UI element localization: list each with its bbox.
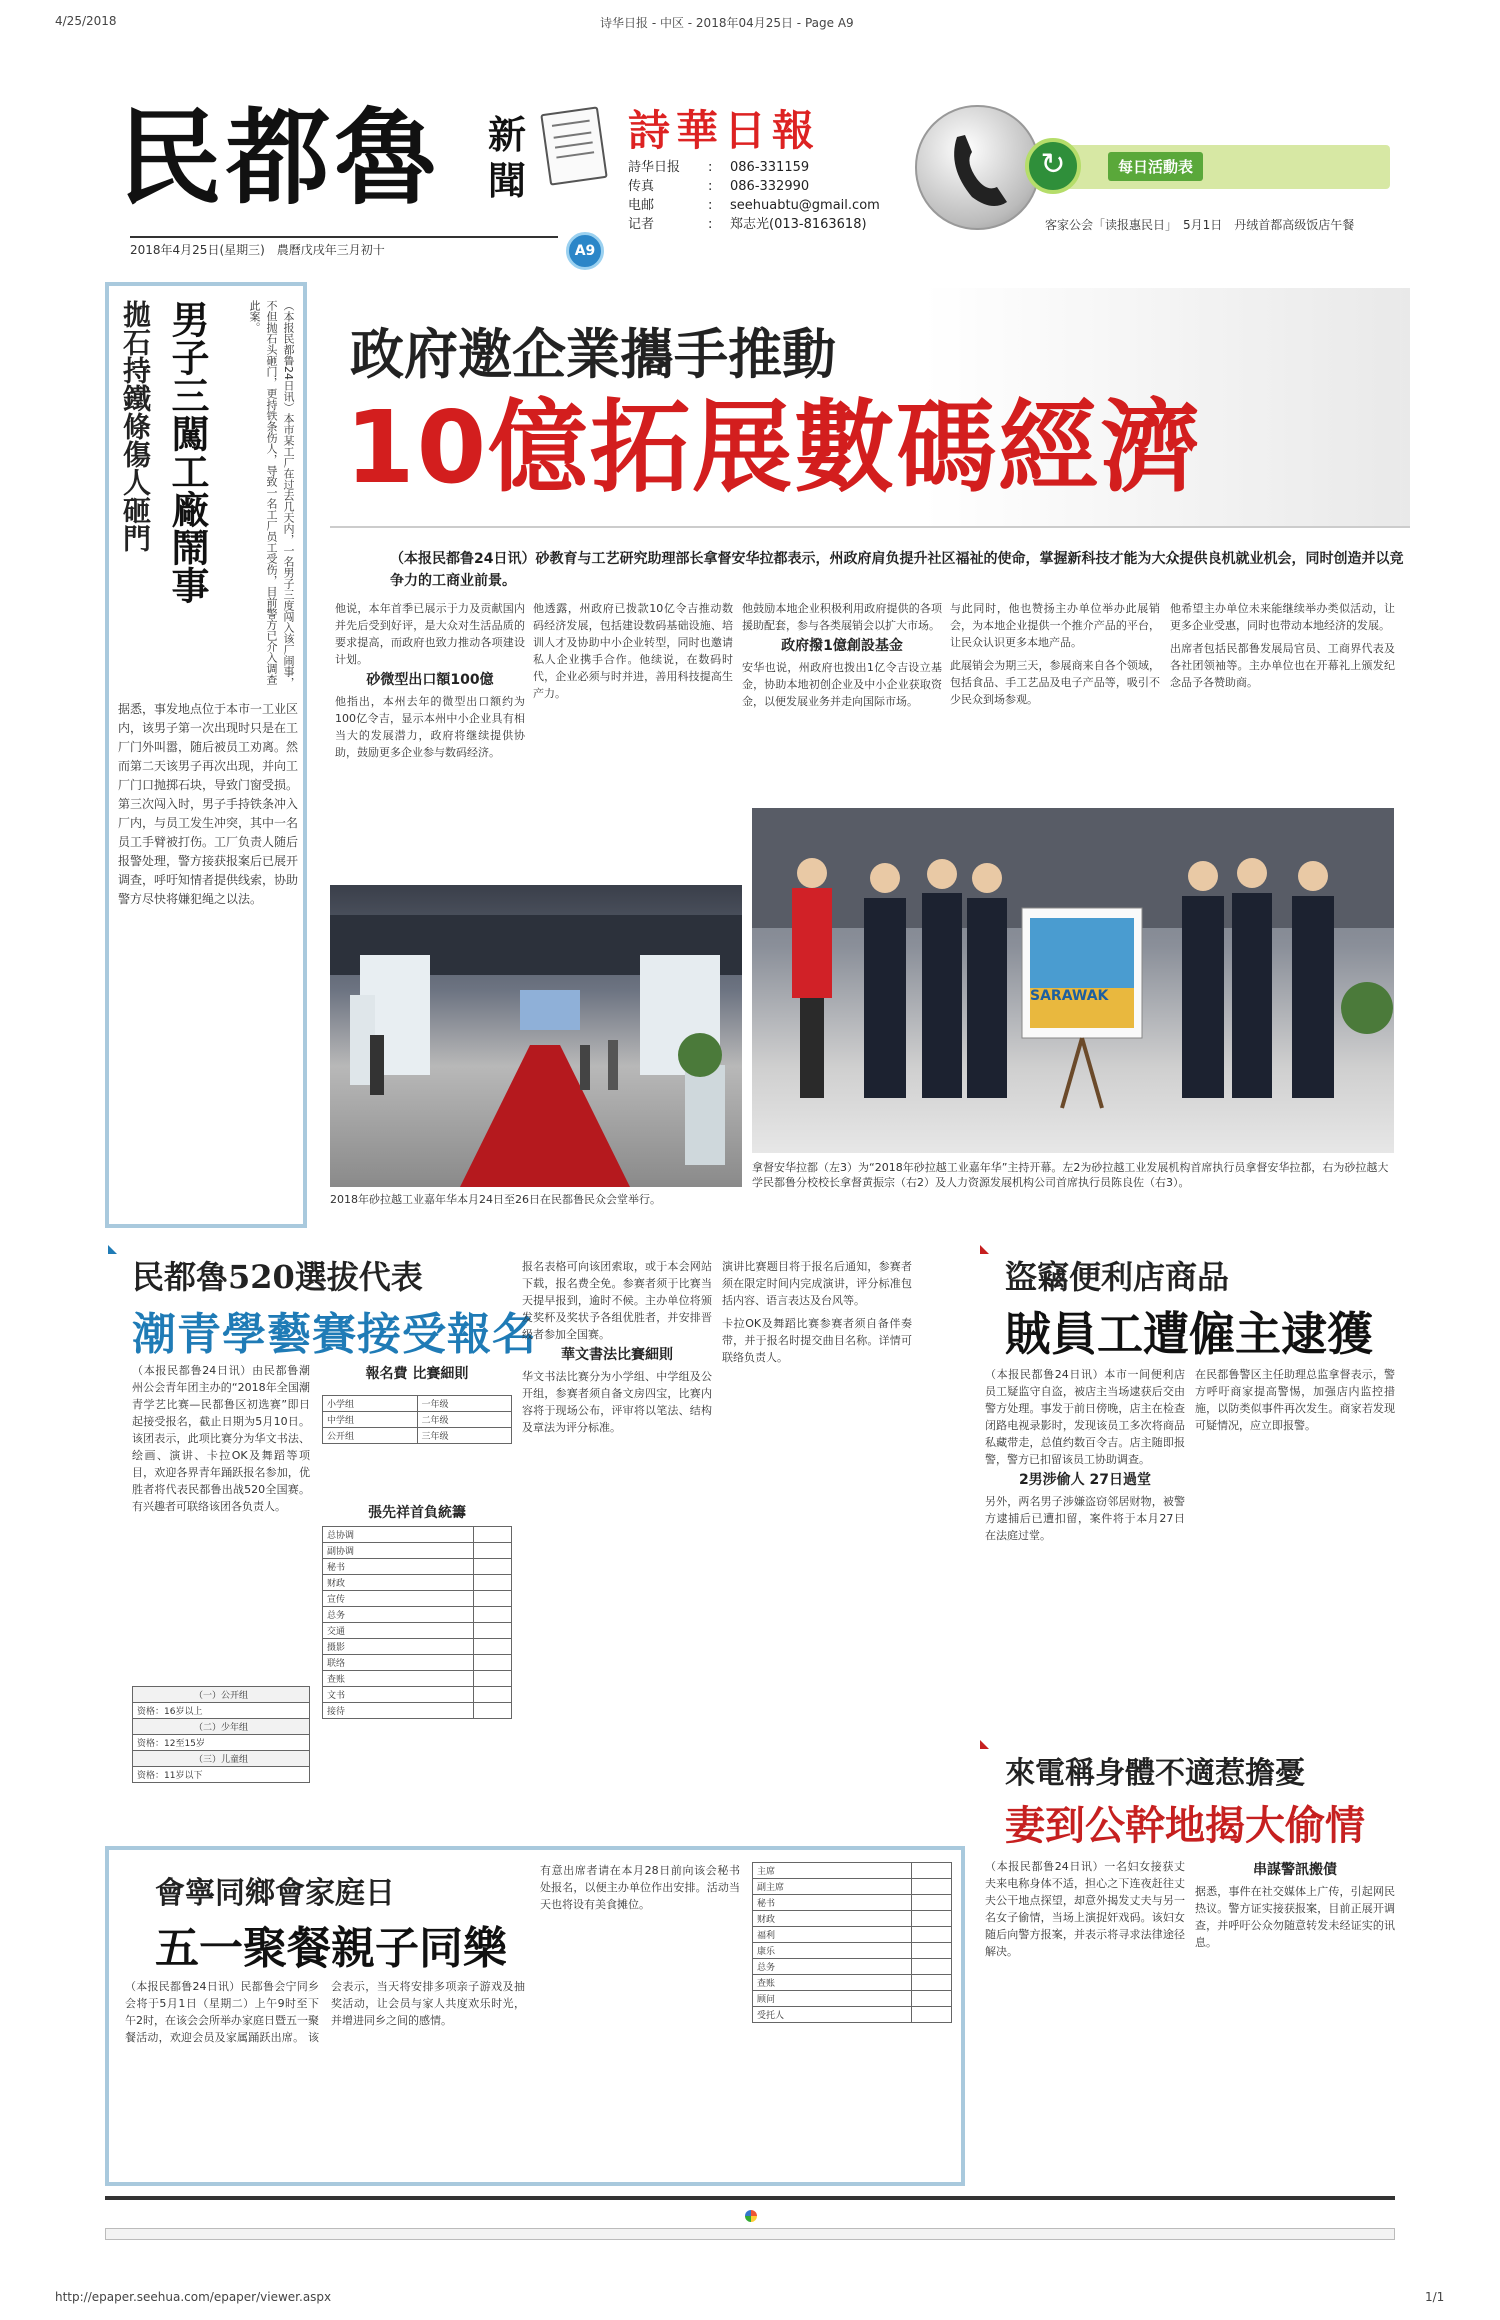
table-cell: 财政 bbox=[753, 1911, 912, 1927]
feature-520-col3 bbox=[522, 1258, 712, 1678]
main-col-5-text: 他希望主办单位未来能继续举办类似活动，让更多企业受惠，同时也带动本地经济的发展。 bbox=[1170, 602, 1395, 632]
table-cell: 查账 bbox=[323, 1671, 474, 1687]
footer-rule bbox=[105, 2196, 1395, 2200]
table-cell: 三年级 bbox=[417, 1428, 512, 1444]
photo1-caption: 2018年砂拉越工业嘉年华本月24日至26日在民都鲁民众会堂举行。 bbox=[330, 1193, 661, 1206]
table-cell: 资格：16岁以上 bbox=[133, 1703, 310, 1719]
main-col-5 bbox=[1170, 600, 1395, 810]
section-marker bbox=[108, 1245, 117, 1254]
table-cell: 交通 bbox=[323, 1623, 474, 1639]
table-cell: 联络 bbox=[323, 1655, 474, 1671]
table-cell: （二）少年组 bbox=[133, 1719, 310, 1735]
main-col-4 bbox=[950, 600, 1160, 810]
table-cell: （一）公开组 bbox=[133, 1687, 310, 1703]
feature-520-table-1 bbox=[132, 1686, 310, 1783]
contact-row: 记者 : 郑志光(013-8163618) bbox=[628, 217, 867, 232]
feature-520-body: （本报民都鲁24日讯）由民都鲁潮州公会青年团主办的“2018年全国潮青学艺比赛—民都鲁区初选赛”即日起接受报名，截止日期为5月10日。该团表示，此项比赛分为华文书法、绘画、演讲、卡拉OK及舞蹈等项目，欢迎各界青年踊跃报名参加，优胜者将代表民都鲁出战520全国赛。有兴趣者可联络该团各负责人。 bbox=[132, 1364, 310, 1513]
section-title: 民都魯 bbox=[118, 96, 443, 219]
left-story-headline-1: 男子三闖工廠鬧事 bbox=[165, 300, 210, 604]
table-cell: （三）儿童组 bbox=[133, 1751, 310, 1767]
table-cell: 副协调 bbox=[323, 1543, 474, 1559]
main-col-3-text: 他鼓励本地企业积极利用政府提供的各项援助配套，参与各类展销会以扩大市场。 bbox=[742, 602, 942, 632]
clan-body bbox=[125, 1978, 525, 2168]
contact-label: 詩华日报 bbox=[628, 160, 681, 175]
telephone-icon bbox=[915, 105, 1040, 230]
section-subtitle: 新聞 bbox=[488, 112, 527, 203]
main-col-2: 他透露，州政府已拨款10亿令吉推动数码经济发展，包括建设数码基础设施、培训人才及协助中小企业转型，同时也邀请私人企业携手合作。他续说，在数码时代，企业必须与时并进，善用科技提高生产力。 bbox=[533, 602, 733, 700]
table-cell: 文书 bbox=[323, 1687, 474, 1703]
daily-event: 客家公会「读报惠民日」 5月1日 丹绒首都高级饭店午餐 bbox=[1045, 218, 1355, 232]
poster-text: SARAWAK bbox=[1030, 988, 1109, 1004]
theft-kicker: 盜竊便利店商品 bbox=[1005, 1258, 1230, 1296]
contact-label: 传真 bbox=[628, 179, 655, 194]
main-subhead-1: 砂微型出口額100億 bbox=[366, 672, 494, 688]
browser-date: 4/25/2018 bbox=[55, 14, 117, 28]
feature-520-subhead-2: 張先祥首負統籌 bbox=[368, 1505, 466, 1521]
main-col-3 bbox=[742, 600, 942, 810]
contact-list bbox=[628, 158, 928, 234]
table-cell: 一年级 bbox=[417, 1396, 512, 1412]
colour-registration-icon bbox=[745, 2210, 757, 2222]
theft-col1 bbox=[985, 1366, 1185, 1716]
contact-row: 詩华日报 : 086-331159 bbox=[628, 160, 810, 175]
feature-520-col4 bbox=[722, 1258, 912, 1678]
clan-headline: 五一聚餐親子同樂 bbox=[155, 1923, 507, 1974]
daily-refresh-icon: ↻ bbox=[1025, 138, 1081, 194]
main-lead: （本报民都鲁24日讯）砂教育与工艺研究助理部长拿督安华拉都表示，州政府肩负提升社区福祉的使命，掌握新科技才能为大众提供良机就业机会，同时创造并以竞争力的工商业前景。 bbox=[390, 551, 1404, 589]
table-cell: 副主席 bbox=[753, 1879, 912, 1895]
table-cell: 秘书 bbox=[753, 1895, 912, 1911]
main-col-4b-text: 此展销会为期三天，参展商来自各个领域，包括食品、手工艺品及电子产品等，吸引不少民众到场参观。 bbox=[950, 659, 1160, 706]
table-cell: 福利 bbox=[753, 1927, 912, 1943]
feature-520-table-2 bbox=[322, 1395, 512, 1444]
main-kicker: 政府邀企業攜手推動 bbox=[350, 322, 836, 386]
contact-row: 传真 : 086-332990 bbox=[628, 179, 810, 194]
exhibition-hall-photo bbox=[330, 885, 742, 1187]
scam-col2-text: 据悉，事件在社交媒体上广传，引起网民热议。警方证实接获报案，目前正展开调查，并呼吁公众勿随意转发未经证实的讯息。 bbox=[1195, 1885, 1395, 1949]
table-cell: 总协调 bbox=[323, 1527, 474, 1543]
browser-url[interactable]: http://epaper.seehua.com/epaper/viewer.aspx bbox=[55, 2290, 332, 2304]
contact-value: 086-331159 bbox=[730, 160, 810, 175]
feature-520-col3b-text: 华文书法比赛分为小学组、中学组及公开组，参赛者须自备文房四宝，比赛内容将于现场公布，评审将以笔法、结构及章法为评分标准。 bbox=[522, 1370, 712, 1434]
main-col-1-text: 他说，本年首季已展示于力及贡献国内并先后受到好评，是大众对生活品质的要求提高，而政府也致力推动各项建设计划。 bbox=[335, 602, 525, 666]
table-cell: 接待 bbox=[323, 1703, 474, 1719]
contact-value: 郑志光(013-8163618) bbox=[730, 217, 867, 232]
table-cell: 摄影 bbox=[323, 1639, 474, 1655]
section-marker bbox=[980, 1245, 989, 1254]
officials-photo bbox=[752, 808, 1394, 1153]
document-icon bbox=[540, 106, 607, 185]
table-cell: 查账 bbox=[753, 1975, 912, 1991]
daily-bar bbox=[1040, 145, 1390, 189]
feature-520-col3-text: 报名表格可向该团索取，或于本会网站下载，报名费全免。参赛者须于比赛当天提早报到，逾时不候。主办单位将颁发奖杯及奖状予各组优胜者，并安排晋级者参加全国赛。 bbox=[522, 1260, 712, 1341]
table-cell: 康乐 bbox=[753, 1943, 912, 1959]
table-cell: 资格：12至15岁 bbox=[133, 1735, 310, 1751]
clan-table bbox=[752, 1862, 952, 2023]
clan-body-text: （本报民都鲁24日讯）民都鲁会宁同乡会将于5月1日（星期二）上午9时至下午2时，在该会会所举办家庭日暨五一聚餐活动，欢迎会员及家属踊跃出席。 bbox=[125, 1980, 319, 2044]
table-cell: 中学组 bbox=[323, 1412, 418, 1428]
main-col-1b-text: 他指出，本州去年的微型出口额约为100亿令吉，显示本州中小企业具有相当大的发展潜力，政府将继续提供协助，鼓励更多企业参与数码经济。 bbox=[335, 695, 525, 759]
theft-headline: 賊員工遭僱主逮獲 bbox=[1005, 1307, 1373, 1361]
main-col-4-text: 与此同时，他也赞扬主办单位举办此展销会，为本地企业提供一个推介产品的平台，让民众认识更多本地产品。 bbox=[950, 602, 1160, 649]
main-col-3b-text: 安华也说，州政府也拨出1亿令吉设立基金，协助本地初创企业及中小企业获取资金，以便发展业务并走向国际市场。 bbox=[742, 661, 942, 708]
contact-label: 记者 bbox=[628, 217, 655, 232]
contact-value: seehuabtu@gmail.com bbox=[730, 198, 880, 213]
contact-label: 电邮 bbox=[628, 198, 655, 213]
page-count: 1/1 bbox=[1425, 2290, 1445, 2304]
feature-520-subhead-3: 華文書法比賽細則 bbox=[561, 1347, 673, 1363]
scam-col2 bbox=[1195, 1858, 1395, 2168]
table-cell: 二年级 bbox=[417, 1412, 512, 1428]
left-story-body: 据悉，事发地点位于本市一工业区内，该男子第一次出现时只是在工厂门外叫嚣，随后被员工劝离。然而第二天该男子再次出现，并向工厂门口抛掷石块，导致门窗受损。第三次闯入时，男子手持铁条冲入厂内，与员工发生冲突，其中一名员工手臂被打伤。工厂负责人随后报警处理，警方接获报案后已展开调查，呼吁知情者提供线索，协助警方尽快将嫌犯绳之以法。 bbox=[118, 702, 298, 906]
theft-subhead: 2男涉偷人 27日過堂 bbox=[1018, 1472, 1152, 1488]
feature-520-subhead-1: 報名費 比賽細則 bbox=[365, 1366, 469, 1382]
table-cell: 公开组 bbox=[323, 1428, 418, 1444]
clan-col3: 有意出席者请在本月28日前向该会秘书处报名，以便主办单位作出安排。活动当天也将设有美食摊位。 bbox=[540, 1864, 740, 1911]
scam-kicker: 來電稱身體不適惹擔憂 bbox=[1005, 1756, 1305, 1791]
page-scrollbar[interactable] bbox=[105, 2228, 1395, 2240]
main-col-5b-text: 出席者包括民都鲁发展局官员、工商界代表及各社团领袖等。主办单位也在开幕礼上颁发纪念品予各赞助商。 bbox=[1170, 642, 1395, 689]
feature-520-col4-text: 演讲比赛题目将于报名后通知，参赛者须在限定时间内完成演讲，评分标准包括内容、语言表达及台风等。 bbox=[722, 1260, 912, 1307]
table-cell: 宣传 bbox=[323, 1591, 474, 1607]
left-story-vertical-body: （本报民都鲁24日讯）本市某工厂在过去几天内，一名男子三度闯入该厂闹事，不但抛石头砸门，更持铁条伤人，导致一名工厂员工受伤，目前警方已介入调查此案。 bbox=[248, 300, 295, 688]
theft-body: （本报民都鲁24日讯）本市一间便利店员工疑监守自盗，被店主当场逮获后交由警方处理。事发于前日傍晚，店主在检查闭路电视录影时，发现该员工多次将商品私藏带走，总值约数百令吉。店主随即报警，警方已扣留该员工协助调查。 bbox=[985, 1368, 1185, 1466]
main-headline: 10億拓展數碼經濟 bbox=[345, 389, 1203, 506]
clan-kicker: 會寧同鄉會家庭日 bbox=[155, 1876, 395, 1911]
scam-subhead: 串謀警訊搬債 bbox=[1253, 1862, 1337, 1878]
paper-name: 詩華日報 bbox=[628, 106, 821, 155]
table-cell: 财政 bbox=[323, 1575, 474, 1591]
table-cell: 资格：11岁以下 bbox=[133, 1767, 310, 1783]
table-cell: 受托人 bbox=[753, 2007, 912, 2023]
table-cell: 主席 bbox=[753, 1863, 912, 1879]
main-subhead-2: 政府撥1億創設基金 bbox=[781, 638, 903, 654]
feature-520-headline: 潮青學藝賽接受報名 bbox=[132, 1309, 537, 1360]
left-story-headline-2: 拋石持鐵條傷人砸門 bbox=[119, 300, 152, 552]
page-tag: A9 bbox=[566, 232, 604, 270]
table-cell: 小学组 bbox=[323, 1396, 418, 1412]
photo2-caption: 拿督安华拉都（左3）为“2018年砂拉越工业嘉年华”主持开幕。左2为砂拉越工业发展机构首席执行员拿督安华拉都，右为砂拉越大学民都鲁分校校长拿督黄振宗（右2）及人力资源发展机构公司首席执行员陈良佐（右3）。 bbox=[752, 1161, 1389, 1189]
table-cell: 秘书 bbox=[323, 1559, 474, 1575]
contact-row: 电邮 : seehuabtu@gmail.com bbox=[628, 198, 880, 213]
table-cell: 总务 bbox=[323, 1607, 474, 1623]
scam-col1: （本报民都鲁24日讯）一名妇女接获丈夫来电称身体不适，担心之下连夜赶往丈夫公干地点探望，却意外揭发丈夫与另一名女子偷情，当场上演捉奸戏码。该妇女随后向警方报案，并表示将寻求法律途径解决。 bbox=[985, 1860, 1185, 1958]
feature-520-kicker: 民都魯520選拔代表 bbox=[132, 1258, 423, 1296]
table-cell: 顾问 bbox=[753, 1991, 912, 2007]
clan-body-text-2: 该会表示，当天将安排多项亲子游戏及抽奖活动，让会员与家人共度欢乐时光，并增进同乡之间的感情。 bbox=[308, 1980, 525, 2044]
main-col-1 bbox=[335, 600, 525, 882]
table-cell: 总务 bbox=[753, 1959, 912, 1975]
daily-badge: 每日活動表 bbox=[1108, 152, 1203, 181]
feature-520-col2 bbox=[322, 1362, 512, 1387]
browser-title: 诗华日报 - 中区 - 2018年04月25日 - Page A9 bbox=[600, 16, 854, 30]
section-marker bbox=[980, 1740, 989, 1749]
date-line: 2018年4月25日(星期三) 農曆戊戌年三月初十 bbox=[130, 236, 558, 258]
contact-value: 086-332990 bbox=[730, 179, 810, 194]
feature-520-table-3 bbox=[322, 1526, 512, 1719]
theft-body-2: 另外，两名男子涉嫌盗窃邻居财物，被警方逮捕后已遭扣留，案件将于本月27日在法庭过堂。 bbox=[985, 1495, 1185, 1542]
scam-headline: 妻到公幹地揭大偷情 bbox=[1005, 1803, 1365, 1849]
feature-520-col4b-text: 卡拉OK及舞蹈比赛参赛者须自备伴奏带，并于报名时提交曲目名称。详情可联络负责人。 bbox=[722, 1317, 912, 1364]
theft-col2: 在民都鲁警区主任助理总监拿督表示，警方呼吁商家提高警惕，加强店内监控措施，以防类似事件再次发生。商家若发现可疑情况，应立即报警。 bbox=[1195, 1368, 1395, 1432]
